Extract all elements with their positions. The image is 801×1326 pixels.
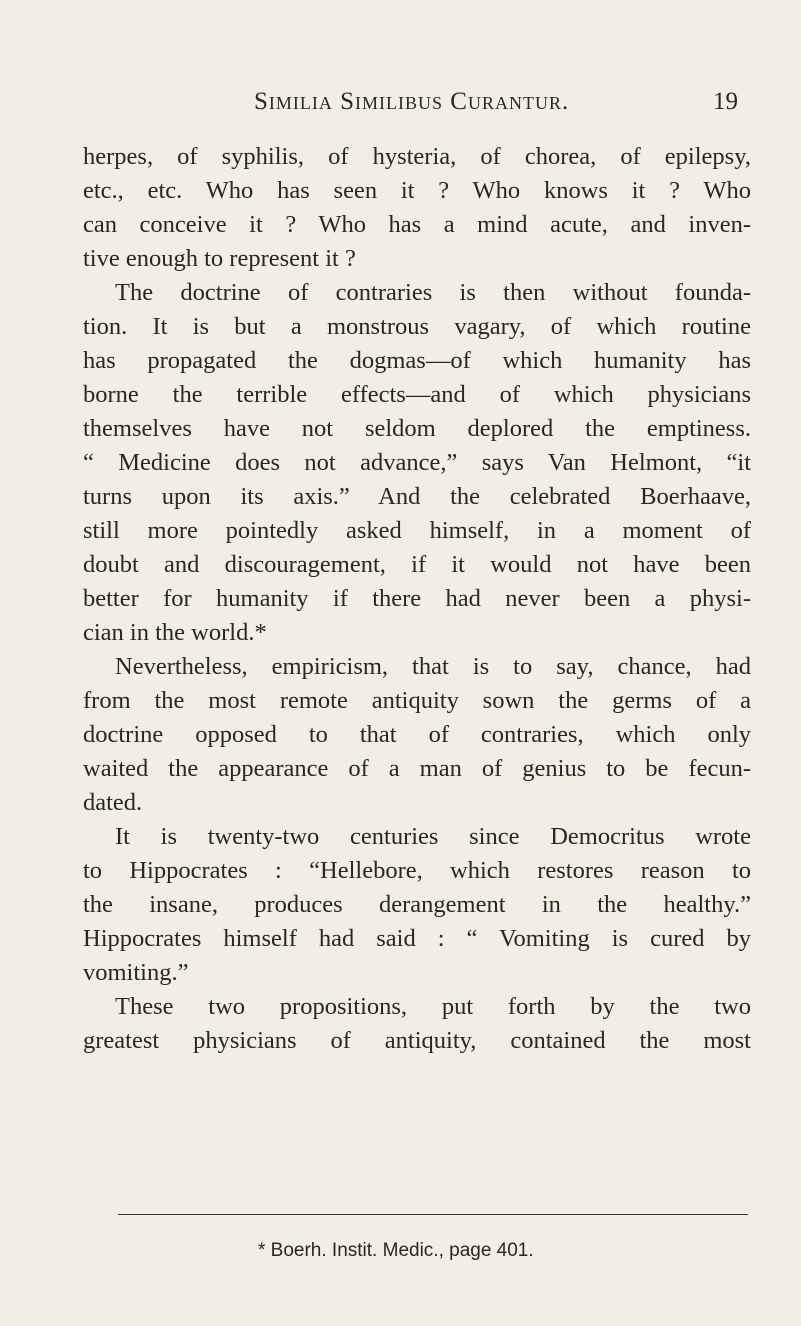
text-line: from the most remote antiquity sown the germs of a [83, 687, 751, 714]
text-line: tive enough to represent it ? [83, 245, 356, 272]
text-line: It is twenty-two centuries since Democritus wrote [115, 823, 751, 850]
text-line: Hippocrates himself had said : “ Vomiting is cured by [83, 925, 751, 952]
running-title: Similia Similibus Curantur. [254, 88, 570, 115]
footnote: * Boerh. Instit. Medic., page 401. [258, 1240, 534, 1261]
text-line: themselves have not seldom deplored the emptiness. [83, 415, 751, 442]
text-line: turns upon its axis.” And the celebrated Boerhaave, [83, 483, 751, 510]
text-line: still more pointedly asked himself, in a moment of [83, 517, 751, 544]
text-line: can conceive it ? Who has a mind acute, and inven- [83, 211, 751, 238]
text-line: greatest physicians of antiquity, contained the most [83, 1027, 751, 1054]
text-line: Nevertheless, empiricism, that is to say, chance, had [115, 653, 751, 680]
body-text [83, 140, 751, 1058]
text-line: These two propositions, put forth by the two [115, 993, 751, 1020]
text-line: herpes, of syphilis, of hysteria, of chorea, of epilepsy, [83, 143, 751, 170]
text-line: borne the terrible effects—and of which physicians [83, 381, 751, 408]
text-line: doctrine opposed to that of contraries, which only [83, 721, 751, 748]
text-line: vomiting.” [83, 959, 189, 986]
footnote-rule [118, 1214, 748, 1215]
page-number: 19 [713, 88, 738, 115]
text-line: tion. It is but a monstrous vagary, of which routine [83, 313, 751, 340]
text-line: dated. [83, 789, 143, 816]
text-line: the insane, produces derangement in the healthy.” [83, 891, 751, 918]
text-line: waited the appearance of a man of genius to be fecun- [83, 755, 751, 782]
text-line: cian in the world.* [83, 619, 267, 646]
text-line: has propagated the dogmas—of which humanity has [83, 347, 751, 374]
text-line: to Hippocrates : “Hellebore, which restores reason to [83, 857, 751, 884]
text-line: etc., etc. Who has seen it ? Who knows it ? Who [83, 177, 751, 204]
text-line: doubt and discouragement, if it would not have been [83, 551, 751, 578]
text-line: The doctrine of contraries is then without founda- [115, 279, 751, 306]
text-line: better for humanity if there had never been a physi- [83, 585, 751, 612]
text-line: “ Medicine does not advance,” says Van Helmont, “it [83, 449, 751, 476]
